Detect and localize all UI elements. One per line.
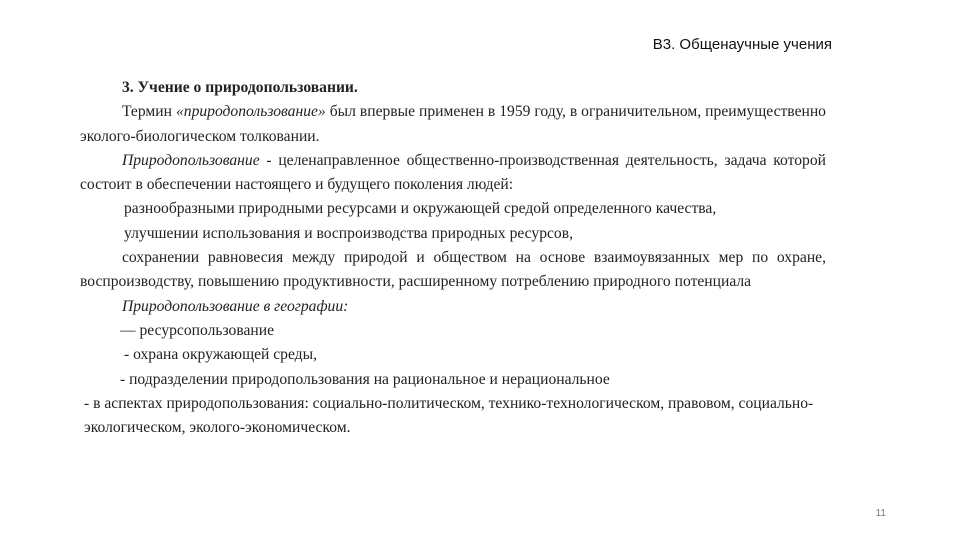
geo-heading: Природопользование в географии:	[122, 297, 349, 315]
definition-term: Природопользование	[122, 151, 260, 169]
geo-item-resource-use: — ресурсопользование	[120, 321, 275, 339]
geo-item-division: - подразделении природопользования на рациональное и нерациональное	[120, 370, 610, 388]
geo-item-protection: - охрана окружающей среды,	[124, 346, 317, 364]
term-italic: «природопользование»	[175, 103, 326, 121]
list-item-resources: разнообразными природными ресурсами и окружающей средой определенного качества,	[124, 200, 717, 218]
page-number: 11	[875, 508, 886, 519]
definition-rest: - целенаправленное общественно-производственная деятельность, задача которой состоит в обеспечении настоящего и будущего поколения людей:	[80, 151, 826, 194]
slide-body	[80, 76, 826, 440]
term-rest: был впервые применен в 1959 году, в ограничительном, преимущественно эколого-биологическом толковании.	[80, 103, 826, 145]
geo-item-aspects: - в аспектах природопользования: социально-политическом, технико-технологическом, правовом, социально-экологическом, эколого-экономическом.	[84, 394, 814, 437]
definition-paragraph	[80, 149, 826, 198]
term-paragraph	[80, 100, 826, 149]
list-item-usage: улучшении использования и воспроизводства природных ресурсов,	[124, 224, 573, 242]
list-item-balance: сохранении равновесия между природой и обществом на основе взаимоувязанных мер по охране, воспроизводству, повышению продуктивности, расширенному потреблению природного потенциала	[80, 249, 826, 291]
section-heading: 3. Учение о природопользовании.	[122, 79, 358, 96]
term-label: Термин	[122, 103, 172, 121]
slide-header-title: В3. Общенаучные учения	[652, 36, 832, 53]
